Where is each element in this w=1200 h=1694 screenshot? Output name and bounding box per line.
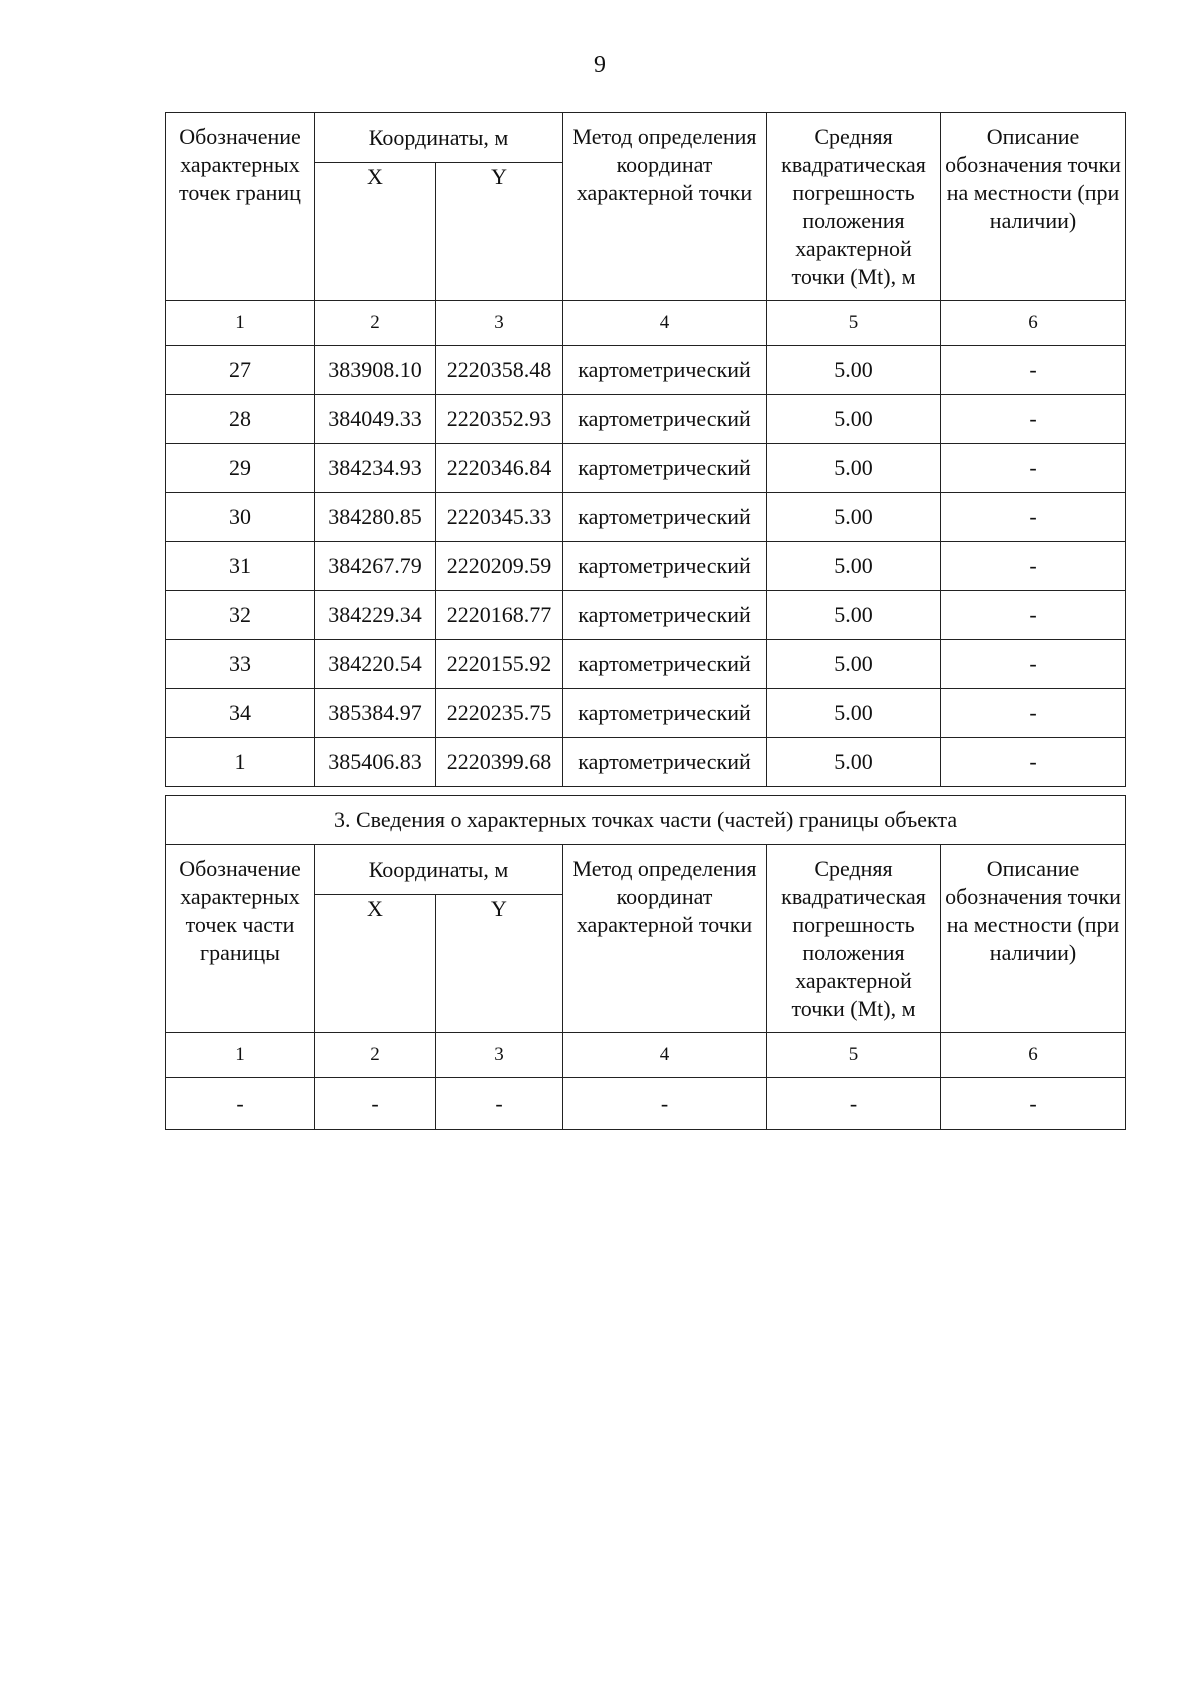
column-numbers-row [166, 301, 1126, 346]
cell-y: 2220399.68 [436, 738, 563, 787]
header-row [166, 845, 1126, 895]
column-number: 2 [315, 301, 436, 346]
cell-error: 5.00 [767, 346, 941, 395]
header-method: Метод определения координат характерной точки [563, 113, 767, 301]
cell-y: 2220235.75 [436, 689, 563, 738]
column-number: 5 [767, 301, 941, 346]
cell-error: 5.00 [767, 738, 941, 787]
cell-desc: - [941, 444, 1126, 493]
page-number: 9 [594, 52, 606, 78]
cell-y: 2220345.33 [436, 493, 563, 542]
cell-method: - [563, 1078, 767, 1130]
table-row [166, 493, 1126, 542]
section-title: 3. Сведения о характерных точках части (частей) границы объекта [166, 796, 1126, 845]
cell-point: 31 [166, 542, 315, 591]
column-number: 6 [941, 1033, 1126, 1078]
column-number: 4 [563, 1033, 767, 1078]
cell-desc: - [941, 689, 1126, 738]
cell-y: 2220155.92 [436, 640, 563, 689]
cell-x: 385406.83 [315, 738, 436, 787]
cell-point: 28 [166, 395, 315, 444]
cell-method: картометрический [563, 395, 767, 444]
header-y: Y [436, 163, 563, 301]
header-error: Средняя квадратическая погрешность положения характерной точки (Mt), м [767, 113, 941, 301]
table-row [166, 738, 1126, 787]
cell-method: картометрический [563, 444, 767, 493]
cell-point: 27 [166, 346, 315, 395]
table-row [166, 395, 1126, 444]
cell-x: 384267.79 [315, 542, 436, 591]
cell-error: 5.00 [767, 542, 941, 591]
section-title-row [166, 796, 1126, 845]
table-row [166, 689, 1126, 738]
cell-method: картометрический [563, 738, 767, 787]
cell-point: 30 [166, 493, 315, 542]
cell-point: 1 [166, 738, 315, 787]
cell-y: 2220352.93 [436, 395, 563, 444]
cell-error: - [767, 1078, 941, 1130]
cell-x: 384049.33 [315, 395, 436, 444]
cell-point: 34 [166, 689, 315, 738]
cell-y: 2220358.48 [436, 346, 563, 395]
cell-error: 5.00 [767, 591, 941, 640]
cell-y: 2220168.77 [436, 591, 563, 640]
cell-method: картометрический [563, 346, 767, 395]
cell-desc: - [941, 1078, 1126, 1130]
header-error: Средняя квадратическая погрешность положения характерной точки (Mt), м [767, 845, 941, 1033]
cell-error: 5.00 [767, 395, 941, 444]
cell-y: 2220346.84 [436, 444, 563, 493]
header-description: Описание обозначения точки на местности (при наличии) [941, 845, 1126, 1033]
table-row [166, 346, 1126, 395]
cell-error: 5.00 [767, 640, 941, 689]
header-x: X [315, 895, 436, 1033]
cell-error: 5.00 [767, 444, 941, 493]
header-coords: Координаты, м [315, 845, 563, 895]
cell-y: 2220209.59 [436, 542, 563, 591]
cell-desc: - [941, 346, 1126, 395]
column-number: 1 [166, 301, 315, 346]
cell-desc: - [941, 493, 1126, 542]
cell-x: 384220.54 [315, 640, 436, 689]
header-row [166, 113, 1126, 163]
column-number: 6 [941, 301, 1126, 346]
column-number: 2 [315, 1033, 436, 1078]
table-row [166, 444, 1126, 493]
column-number: 1 [166, 1033, 315, 1078]
header-description: Описание обозначения точки на местности (при наличии) [941, 113, 1126, 301]
column-number: 5 [767, 1033, 941, 1078]
cell-desc: - [941, 395, 1126, 444]
cell-y: - [436, 1078, 563, 1130]
column-number: 4 [563, 301, 767, 346]
cell-point: 29 [166, 444, 315, 493]
header-x: X [315, 163, 436, 301]
cell-x: 385384.97 [315, 689, 436, 738]
cell-method: картометрический [563, 542, 767, 591]
table-row [166, 640, 1126, 689]
cell-x: 384280.85 [315, 493, 436, 542]
cell-method: картометрический [563, 640, 767, 689]
header-coords: Координаты, м [315, 113, 563, 163]
boundary-parts-table [165, 795, 1126, 1130]
cell-point: - [166, 1078, 315, 1130]
cell-x: 384234.93 [315, 444, 436, 493]
cell-x: - [315, 1078, 436, 1130]
header-point: Обозначение характерных точек границ [166, 113, 315, 301]
table-row [166, 542, 1126, 591]
cell-error: 5.00 [767, 689, 941, 738]
cell-point: 33 [166, 640, 315, 689]
header-point-part: Обозначение характерных точек части границы [166, 845, 315, 1033]
cell-method: картометрический [563, 689, 767, 738]
cell-method: картометрический [563, 493, 767, 542]
boundary-points-table [165, 112, 1126, 787]
cell-desc: - [941, 542, 1126, 591]
table-row [166, 1078, 1126, 1130]
column-number: 3 [436, 301, 563, 346]
cell-desc: - [941, 738, 1126, 787]
cell-x: 384229.34 [315, 591, 436, 640]
cell-method: картометрический [563, 591, 767, 640]
cell-desc: - [941, 640, 1126, 689]
header-y: Y [436, 895, 563, 1033]
column-numbers-row [166, 1033, 1126, 1078]
cell-desc: - [941, 591, 1126, 640]
cell-point: 32 [166, 591, 315, 640]
cell-error: 5.00 [767, 493, 941, 542]
header-method: Метод определения координат характерной точки [563, 845, 767, 1033]
table-row [166, 591, 1126, 640]
cell-x: 383908.10 [315, 346, 436, 395]
column-number: 3 [436, 1033, 563, 1078]
